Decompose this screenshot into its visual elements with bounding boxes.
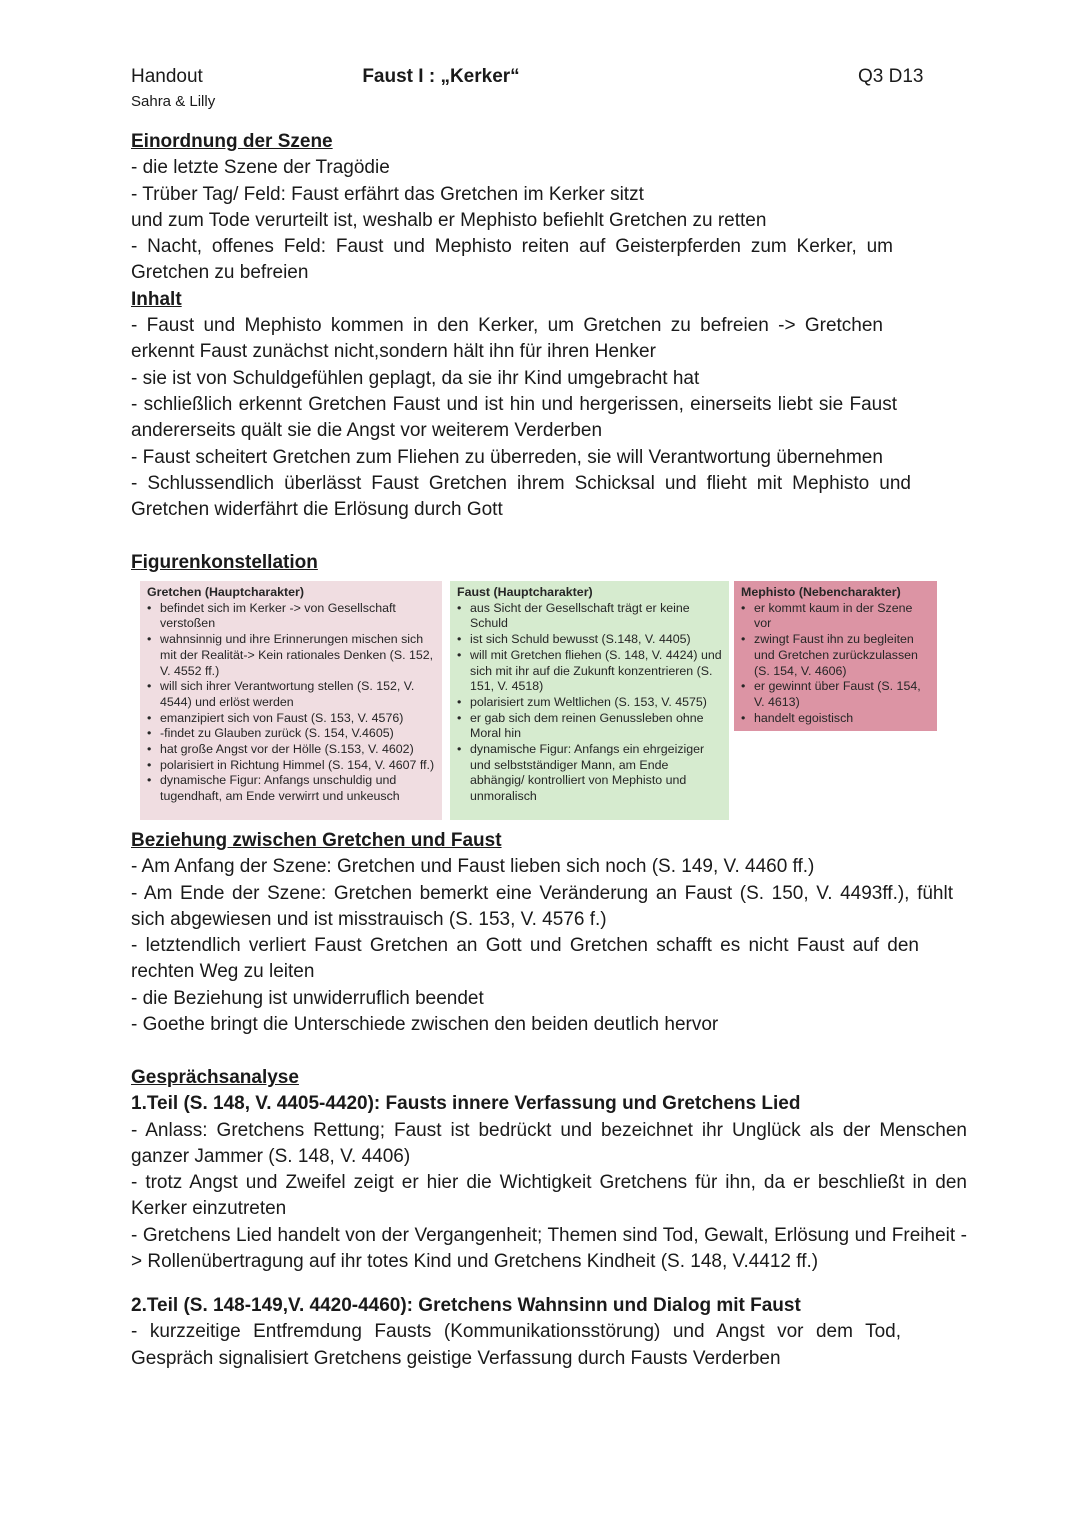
einordnung-line: und zum Tode verurteilt ist, weshalb er Mephisto befiehlt Gretchen zu retten [131, 209, 767, 231]
inhalt-line: - Schlussendlich überlässt Faust Gretchen ihrem Schicksal und flieht mit Mephisto und Gretchen widerfährt die Erlösung durch Gott [131, 472, 911, 521]
teil2-line: - kurzzeitige Entfremdung Fausts (Kommunikationsstörung) und Angst vor dem Tod, Gespräch signalisiert Gretchens geistige Verfassung durch Fausts Verderben [131, 1321, 901, 1369]
teil1-line: - Anlass: Gretchens Rettung; Faust ist bedrückt und bezeichnet ihr Unglück als der Menschen ganzer Jammer (S. 148, V. 4406) [131, 1119, 967, 1167]
teil2-title: 2.Teil (S. 148-149,V. 4420-4460): Gretchens Wahnsinn und Dialog mit Faust [131, 1295, 801, 1316]
mephisto-item: • er gewinnt über Faust (S. 154, V. 4613) [741, 679, 930, 710]
einordnung-line: - Nacht, offenes Feld: Faust und Mephisto reiten auf Geisterpferden zum Kerker, um Gretchen zu befreien [131, 236, 893, 284]
gretchen-item: • befindet sich im Kerker -> von Gesellschaft verstoßen [147, 601, 435, 632]
document-title: Faust I : „Kerker“ [362, 66, 520, 87]
beziehung-line: - die Beziehung ist unwiderruflich beendet [131, 987, 484, 1009]
beziehung-line: - Goethe bringt die Unterschiede zwischen den beiden deutlich hervor [131, 1014, 719, 1036]
section-gespraechsanalyse [131, 1065, 967, 1275]
inhalt-line: - Faust und Mephisto kommen in den Kerker, um Gretchen zu befreien -> Gretchen erkennt Faust zunächst nicht,sondern hält ihn für ihren Henker [131, 315, 883, 363]
gretchen-item: • wahnsinnig und ihre Erinnerungen mischen sich mit der Realität-> Kein rationales Denken (S. 152, V. 4552 ff.) [147, 632, 435, 679]
mephisto-item: • handelt egoistisch [741, 711, 930, 727]
inhalt-line: - sie ist von Schuldgefühlen geplagt, da sie ihr Kind umgebracht hat [131, 367, 700, 389]
faust-box [450, 581, 729, 820]
inhalt-line: - Faust scheitert Gretchen zum Fliehen zu überreden, sie will Verantwortung übernehmen [131, 446, 883, 468]
einordnung-line: - die letzte Szene der Tragödie [131, 157, 390, 179]
heading-einordnung: Einordnung der Szene [131, 131, 333, 152]
section-einordnung-inhalt [131, 129, 967, 523]
section-figuren-heading [131, 550, 967, 576]
gretchen-item: • polarisiert in Richtung Himmel (S. 154, V. 4607 ff.) [147, 758, 435, 774]
gretchen-item: • will sich ihrer Verantwortung stellen (S. 152, V. 4544) und erlöst werden [147, 679, 435, 710]
gretchen-item: • hat große Angst vor der Hölle (S.153, V. 4602) [147, 742, 435, 758]
mephisto-item: • er kommt kaum in der Szene vor [741, 601, 930, 632]
section-beziehung [131, 828, 967, 1038]
heading-inhalt: Inhalt [131, 288, 182, 310]
faust-item: • ist sich Schuld bewusst (S.148, V. 4405) [457, 632, 722, 648]
gretchen-box [140, 581, 442, 820]
mephisto-box [734, 581, 937, 731]
teil1-line: - Gretchens Lied handelt von der Vergangenheit; Themen sind Tod, Gewalt, Erlösung und Freiheit -> Rollenübertragung auf ihr totes Kind und Gretchens Kindheit (S. 148, V.4412 ff.) [131, 1224, 967, 1273]
authors: Sahra & Lilly [131, 93, 216, 110]
heading-gespraechsanalyse: Gesprächsanalyse [131, 1067, 299, 1088]
beziehung-line: - Am Anfang der Szene: Gretchen und Faust lieben sich noch (S. 149, V. 4460 ff.) [131, 856, 815, 878]
faust-item: • will mit Gretchen fliehen (S. 148, V. 4424) und sich mit ihr auf die Zukunft konzentrieren (S. 151, V. 4518) [457, 648, 722, 695]
beziehung-line: - Am Ende der Szene: Gretchen bemerkt eine Veränderung an Faust (S. 150, V. 4493ff.), fühlt sich abgewiesen und ist misstrauisch (S. 153, V. 4576 f.) [131, 882, 953, 930]
mephisto-box-title: Mephisto (Nebencharakter) [741, 585, 901, 599]
beziehung-line: - letztendlich verliert Faust Gretchen an Gott und Gretchen schafft es nicht Faust auf den rechten Weg zu leiten [131, 935, 919, 983]
einordnung-line: - Trüber Tag/ Feld: Faust erfährt das Gretchen im Kerker sitzt [131, 183, 644, 205]
faust-item: • aus Sicht der Gesellschaft trägt er keine Schuld [457, 601, 722, 632]
header-course-code: Q3 D13 [858, 66, 924, 87]
gretchen-item: • dynamische Figur: Anfangs unschuldig und tugendhaft, am Ende verwirrt und unkeusch [147, 773, 435, 804]
mephisto-item: • zwingt Faust ihn zu begleiten und Gretchen zurückzulassen (S. 154, V. 4606) [741, 632, 930, 679]
heading-beziehung: Beziehung zwischen Gretchen und Faust [131, 830, 502, 851]
faust-item: • dynamische Figur: Anfangs ein ehrgeiziger und selbstständiger Mann, am Ende abhängig/ kontrolliert von Mephisto und unmoralisch [457, 742, 722, 805]
gretchen-item: • -findet zu Glauben zurück (S. 154, V.4605) [147, 726, 435, 742]
faust-item: • polarisiert zum Weltlichen (S. 153, V. 4575) [457, 695, 722, 711]
teil1-line: - trotz Angst und Zweifel zeigt er hier die Wichtigkeit Gretchens für ihn, da er beschließt in den Kerker einzutreten [131, 1172, 967, 1220]
header-left: Handout [131, 66, 203, 87]
heading-figurenkonstellation: Figurenkonstellation [131, 552, 318, 573]
gretchen-box-title: Gretchen (Hauptcharakter) [147, 585, 304, 599]
section-teil2 [131, 1293, 967, 1372]
teil1-title: 1.Teil (S. 148, V. 4405-4420): Fausts innere Verfassung und Gretchens Lied [131, 1093, 801, 1115]
inhalt-line: - schließlich erkennt Gretchen Faust und ist hin und hergerissen, einerseits liebt sie Faust andererseits quält sie die Angst vor weiterem Verderben [131, 393, 897, 442]
faust-box-title: Faust (Hauptcharakter) [457, 585, 593, 599]
gretchen-item: • emanzipiert sich von Faust (S. 153, V. 4576) [147, 711, 435, 727]
faust-item: • er gab sich dem reinen Genussleben ohne Moral hin [457, 711, 722, 742]
